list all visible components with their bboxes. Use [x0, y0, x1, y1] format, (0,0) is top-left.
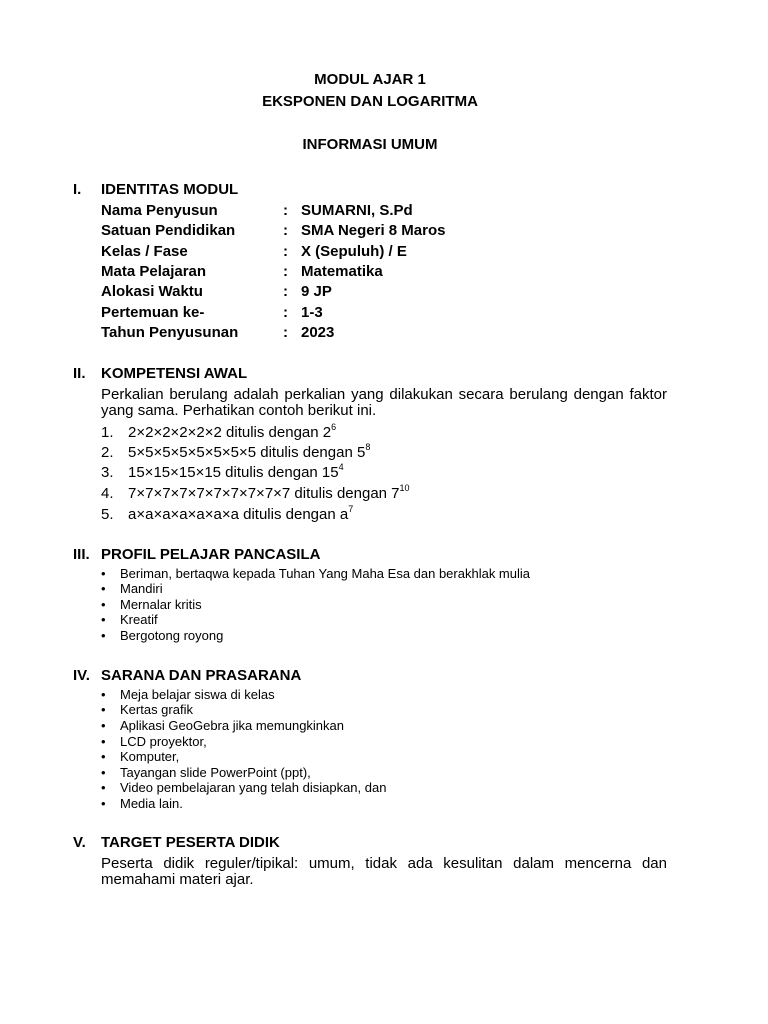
bullet-text: Bergotong royong	[120, 628, 224, 643]
identity-separator: :	[283, 324, 288, 341]
exponent: 4	[338, 462, 344, 472]
identity-value: 1-3	[301, 304, 323, 321]
module-title: MODUL AJAR 1	[314, 71, 426, 88]
list-number: 1.	[101, 424, 114, 441]
list-number: 2.	[101, 444, 114, 461]
identity-label: Kelas / Fase	[101, 243, 188, 260]
bullet: •	[101, 687, 106, 702]
general-info-heading: INFORMASI UMUM	[302, 136, 438, 153]
list-number: 5.	[101, 506, 114, 523]
bullet-text: Aplikasi GeoGebra jika memungkinkan	[120, 718, 344, 733]
section-number: I.	[73, 181, 82, 198]
section-title: IDENTITAS MODUL	[101, 181, 239, 198]
identity-label: Pertemuan ke-	[101, 304, 205, 321]
section-title: KOMPETENSI AWAL	[101, 365, 248, 382]
bullet-text: Kreatif	[120, 612, 158, 627]
bullet-text: Beriman, bertaqwa kepada Tuhan Yang Maha Esa dan berakhlak mulia	[120, 566, 531, 581]
bullet-text: Media lain.	[120, 796, 183, 811]
list-text: 15×15×15×15 ditulis dengan 15	[128, 464, 339, 481]
identity-separator: :	[283, 283, 288, 300]
list-number: 4.	[101, 485, 114, 502]
bullet-text: Komputer,	[120, 749, 180, 764]
exponent: 6	[331, 422, 337, 432]
exponent: 8	[365, 442, 371, 452]
section-title: TARGET PESERTA DIDIK	[101, 834, 280, 851]
identity-separator: :	[283, 263, 288, 280]
bullet: •	[101, 612, 106, 627]
bullet: •	[101, 780, 106, 795]
bullet: •	[101, 597, 106, 612]
kompetensi-paragraph: Perkalian berulang adalah perkalian yang dilakukan secara berulang dengan faktor yang sama. Perhatikan contoh berikut ini.	[101, 386, 667, 419]
section-title: SARANA DAN PRASARANA	[101, 667, 302, 684]
identity-value: 9 JP	[301, 283, 332, 300]
identity-value: SMA Negeri 8 Maros	[301, 222, 446, 239]
identity-label: Mata Pelajaran	[101, 263, 207, 280]
identity-separator: :	[283, 304, 288, 321]
exponent: 10	[399, 483, 410, 493]
bullet-text: Tayangan slide PowerPoint (ppt),	[120, 765, 311, 780]
list-text: 5×5×5×5×5×5×5×5 ditulis dengan 5	[128, 444, 366, 461]
identity-value: SUMARNI, S.Pd	[301, 202, 413, 219]
list-text: 7×7×7×7×7×7×7×7×7×7 ditulis dengan 7	[128, 485, 400, 502]
bullet: •	[101, 581, 106, 596]
section-number: IV.	[73, 667, 90, 684]
identity-separator: :	[283, 202, 288, 219]
identity-value: Matematika	[301, 263, 383, 280]
bullet-text: Mandiri	[120, 581, 163, 596]
identity-label: Nama Penyusun	[101, 202, 218, 219]
identity-label: Alokasi Waktu	[101, 283, 203, 300]
bullet: •	[101, 566, 106, 581]
section-number: V.	[73, 834, 86, 851]
bullet: •	[101, 796, 106, 811]
list-number: 3.	[101, 464, 114, 481]
bullet: •	[101, 749, 106, 764]
module-subject: EKSPONEN DAN LOGARITMA	[262, 93, 478, 110]
bullet: •	[101, 702, 106, 717]
bullet-text: Mernalar kritis	[120, 597, 202, 612]
bullet-text: Kertas grafik	[120, 702, 193, 717]
identity-separator: :	[283, 222, 288, 239]
bullet-text: Meja belajar siswa di kelas	[120, 687, 275, 702]
identity-value: 2023	[301, 324, 335, 341]
section-title: PROFIL PELAJAR PANCASILA	[101, 546, 321, 563]
bullet: •	[101, 734, 106, 749]
bullet: •	[101, 718, 106, 733]
exponent: 7	[348, 504, 354, 514]
identity-separator: :	[283, 243, 288, 260]
list-text: 2×2×2×2×2×2 ditulis dengan 2	[128, 424, 332, 441]
identity-value: X (Sepuluh) / E	[301, 243, 407, 260]
list-text: a×a×a×a×a×a×a ditulis dengan a	[128, 506, 349, 523]
bullet: •	[101, 628, 106, 643]
bullet: •	[101, 765, 106, 780]
identity-label: Tahun Penyusunan	[101, 324, 239, 341]
target-paragraph: Peserta didik reguler/tipikal: umum, tidak ada kesulitan dalam mencerna dan memahami materi ajar.	[101, 855, 667, 888]
identity-label: Satuan Pendidikan	[101, 222, 236, 239]
bullet-text: LCD proyektor,	[120, 734, 207, 749]
section-number: II.	[73, 365, 86, 382]
section-number: III.	[73, 546, 90, 563]
bullet-text: Video pembelajaran yang telah disiapkan, dan	[120, 780, 387, 795]
